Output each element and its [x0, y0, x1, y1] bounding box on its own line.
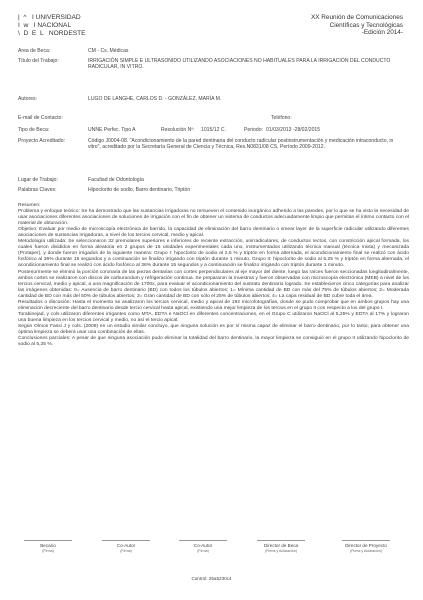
- signature-becario: [18, 540, 78, 553]
- resumen-paragraph: Objetivo: Evaluar por medio de microscopía electrónica de barrido, la capacidad de eliminación del barro dentinario o smear layer de la superficie radicular utilizando diferentes asociaciones de sustancias irrigadoras, a nivel de los tercios cervical, medio y apical.: [18, 227, 409, 239]
- event-title-line-1: XX Reunión de Comunicaciones: [310, 14, 403, 21]
- control-code: [0, 576, 423, 582]
- control-value: 25a5230c4: [208, 576, 232, 581]
- signature-caption: (Firma y Aclaración): [265, 548, 297, 553]
- resumen-label: Resumen:: [18, 203, 41, 208]
- titulo-value: IRRIGACIÓN SIMPLE E ULTRASONIDO UTILIZANDO ASOCIACIONES NO HABITUALES PARA LA IRRIGACIÓN DEL CONDUCTO RADICULAR, IN VITRO.: [88, 58, 391, 71]
- autores-label: Autores:: [18, 96, 37, 102]
- signature-coautor-2: [173, 540, 233, 553]
- logo-line-1: | ^ I UNIVERSIDAD: [18, 14, 81, 21]
- signature-line: [24, 540, 72, 541]
- lugar-value: Facultad de Odontología: [88, 177, 144, 183]
- logo-line-3: \ D E L NORDESTE: [18, 30, 86, 37]
- area-value: CM - Cs. Médicas: [88, 48, 129, 54]
- signature-coautor-1: [96, 540, 156, 553]
- periodo-value: 01/03/2013 -28/02/2015: [266, 127, 321, 133]
- event-title-line-2: Científicas y Tecnológicas: [329, 21, 403, 29]
- signature-director-proyecto: [336, 540, 396, 553]
- signature-title: Director de Beca: [263, 543, 299, 548]
- email-label: E-mail de Contacto:: [18, 115, 63, 121]
- signature-director-beca: [251, 540, 311, 553]
- event-edition: -Edición 2014-: [361, 29, 403, 37]
- signature-line: [342, 540, 390, 541]
- palabras-value: Hipoclorito de sodio, Barro dentinario, Triptón: [88, 187, 191, 193]
- signature-caption: (Firma): [42, 548, 54, 553]
- periodo-label: Periodo:: [244, 127, 263, 133]
- tipo-value: UNNE Perfec. Tipo A: [88, 127, 136, 133]
- signature-line: [102, 540, 150, 541]
- signature-caption: (Firma): [120, 548, 132, 553]
- signature-line: [179, 540, 227, 541]
- resumen-paragraph: Problema y enfoque teórico: Se ha demostrado que las sustancias irrigadoras no remueven el contenido inorgánico adherido a las paredes, por lo que se ha visto la necesidad de usar asociaciones diferentes asociaciones de soluciones de irrigación con el fin de obtener un sistema de conductos adecuadamente limpio que permitan el íntimo contacto con el material de obturación.: [18, 209, 409, 227]
- lugar-label: Lugar de Trabajo:: [18, 177, 58, 183]
- tipo-label: Tipo de Beca:: [18, 127, 50, 133]
- signature-line: [257, 540, 305, 541]
- resolucion-value: 1015/12 C.: [201, 127, 226, 133]
- resolucion-label: Resolución Nº:: [161, 127, 195, 133]
- university-logo: [18, 14, 86, 38]
- logo-line-2: I w I NACIONAL: [18, 22, 72, 29]
- signature-caption: (Firma): [197, 548, 209, 553]
- titulo-label: Título del Trabajo:: [18, 58, 59, 64]
- resumen-paragraph: Resultados o discusión: Hasta el momento se analizaron los tercios cervical, medio y apical de 192 microfotografías, donde se pudo comprobar que en ambos grupos hay una eliminación decreciente del barro dentinario desde tercio cervical hasta apical, existiendo una mejor limpieza de los tercios en el grupo II con respecto a los del grupo I.: [18, 299, 409, 311]
- resumen-paragraph: Posteriormente se eliminó la porción coronaria de las piezas dentarias con cortes perpendiculares al eje mayor del diente, luego las raíces fueron seccionadas longitudinalmente, ambos cortes se realizaron con discos de carburundum y refrigeración continua. Se prepararon la muestras y fueron observadas con microscopía electrónica (MEB) a nivel de los tercios cervical, medio y apical, a una magnificación de 1700x, para evaluar el acondicionamiento del sustrato dentinario logrado. Se establecieron cinco categorías para analizar las imágenes obtenidas: 0= Ausencia de barro dentinario (BD) con todos los túbulos abiertos; 1= Mínima cantidad de BD con más del 75% de túbulos abiertos; 2= Moderada cantidad de BD con más del 50% de túbulos abiertos; 3= Gran cantidad de BD con sólo el 25% de túbulos abiertos; 4= La capa residual de BD cubre toda el área.: [18, 269, 409, 299]
- proyecto-label: Proyecto Acreditado:: [18, 138, 66, 144]
- control-label: Control:: [191, 576, 208, 581]
- palabras-label: Palabras Claves:: [18, 187, 57, 193]
- signature-caption: (Firma y Aclaración): [350, 548, 382, 553]
- proyecto-value: Código J0004-08. "Acondicionamiento de la pared dentinaria del conducto radicular postinstrumentación y medicación intraconducto, in vitro", acreditado por la Secretaría General de Ciencia y Técnica, Res.N0831/08 CS, Período 2009-2012.: [88, 138, 394, 151]
- resumen-paragraph: Según Olmos Fassi J y cols. (2009) en un estudio similar concluyo, que ninguna solución es por sí misma capaz de eliminar el barro dentinario, por lo tanto, para obtener una óptima limpieza se deberá usar una combinación de ellas.: [18, 323, 409, 335]
- autores-value: LUGO DE LANGHE, CARLOS D. - GONZÁLEZ, MARÍA M.: [88, 96, 222, 102]
- resumen-paragraph: Torabinejad, y cols utilizaron diferentes irrigantes como MTA, EDTA e NaOCl en diferentes concentraciones, en el Grupo C utilizaron NaOCl al 5,25% y EDTA al 17% y lograron una buena limpieza en los tercios cervical y medio, no así el tercio apical.: [18, 311, 409, 323]
- signature-title: Co-Autor: [193, 543, 213, 548]
- signature-title: Director de Proyecto: [345, 543, 387, 548]
- resumen-paragraph: Metodología utilizada: Se seleccionaron 32 premolares superiores e inferiores de reciente extracción, unirradiculares, de conductos rectos, con constricción apical formada, los cuales fueron divididos en forma aleatoria en 2 grupos de 16 unidades experimentales cada uno, instrumentados utilizando técnica manual (técnica mixta) y mecanizada (Protaper), y donde fueron irrigados de la siguiente manera: Grupo I: hipoclorito de sodio al 2,5 % y triptón en forma alternada, el acondicionamiento final se realizó con ácido fosfórico al 36% durante 15 segundos y a continuación se finalizo irrigando con triptón durante 1 minuto. Grupo II: hipoclorito de sodio al 5,25 % y triptón en forma alternada, el acondicionamiento final se realizó con ácido fosfórico al 36% durante 15 segundos y a continuación se finalizo irrigando con triptón durante 1 minuto.: [18, 239, 409, 269]
- area-label: Area de Beca:: [18, 48, 51, 54]
- signature-title: Co-Autor: [116, 543, 136, 548]
- signature-title: Becario: [40, 543, 56, 548]
- resumen-section: [18, 203, 409, 348]
- telefono-label: Teléfono:: [271, 115, 292, 121]
- resumen-paragraph: Conclusiones parciales: A pesar de que ninguna asociación pudo eliminar la totalidad del barro dentinario, la mayor limpieza se consiguió en el grupo II utilizando hipoclorito de sodio al 5,25 %.: [18, 336, 409, 348]
- event-header: [311, 14, 403, 37]
